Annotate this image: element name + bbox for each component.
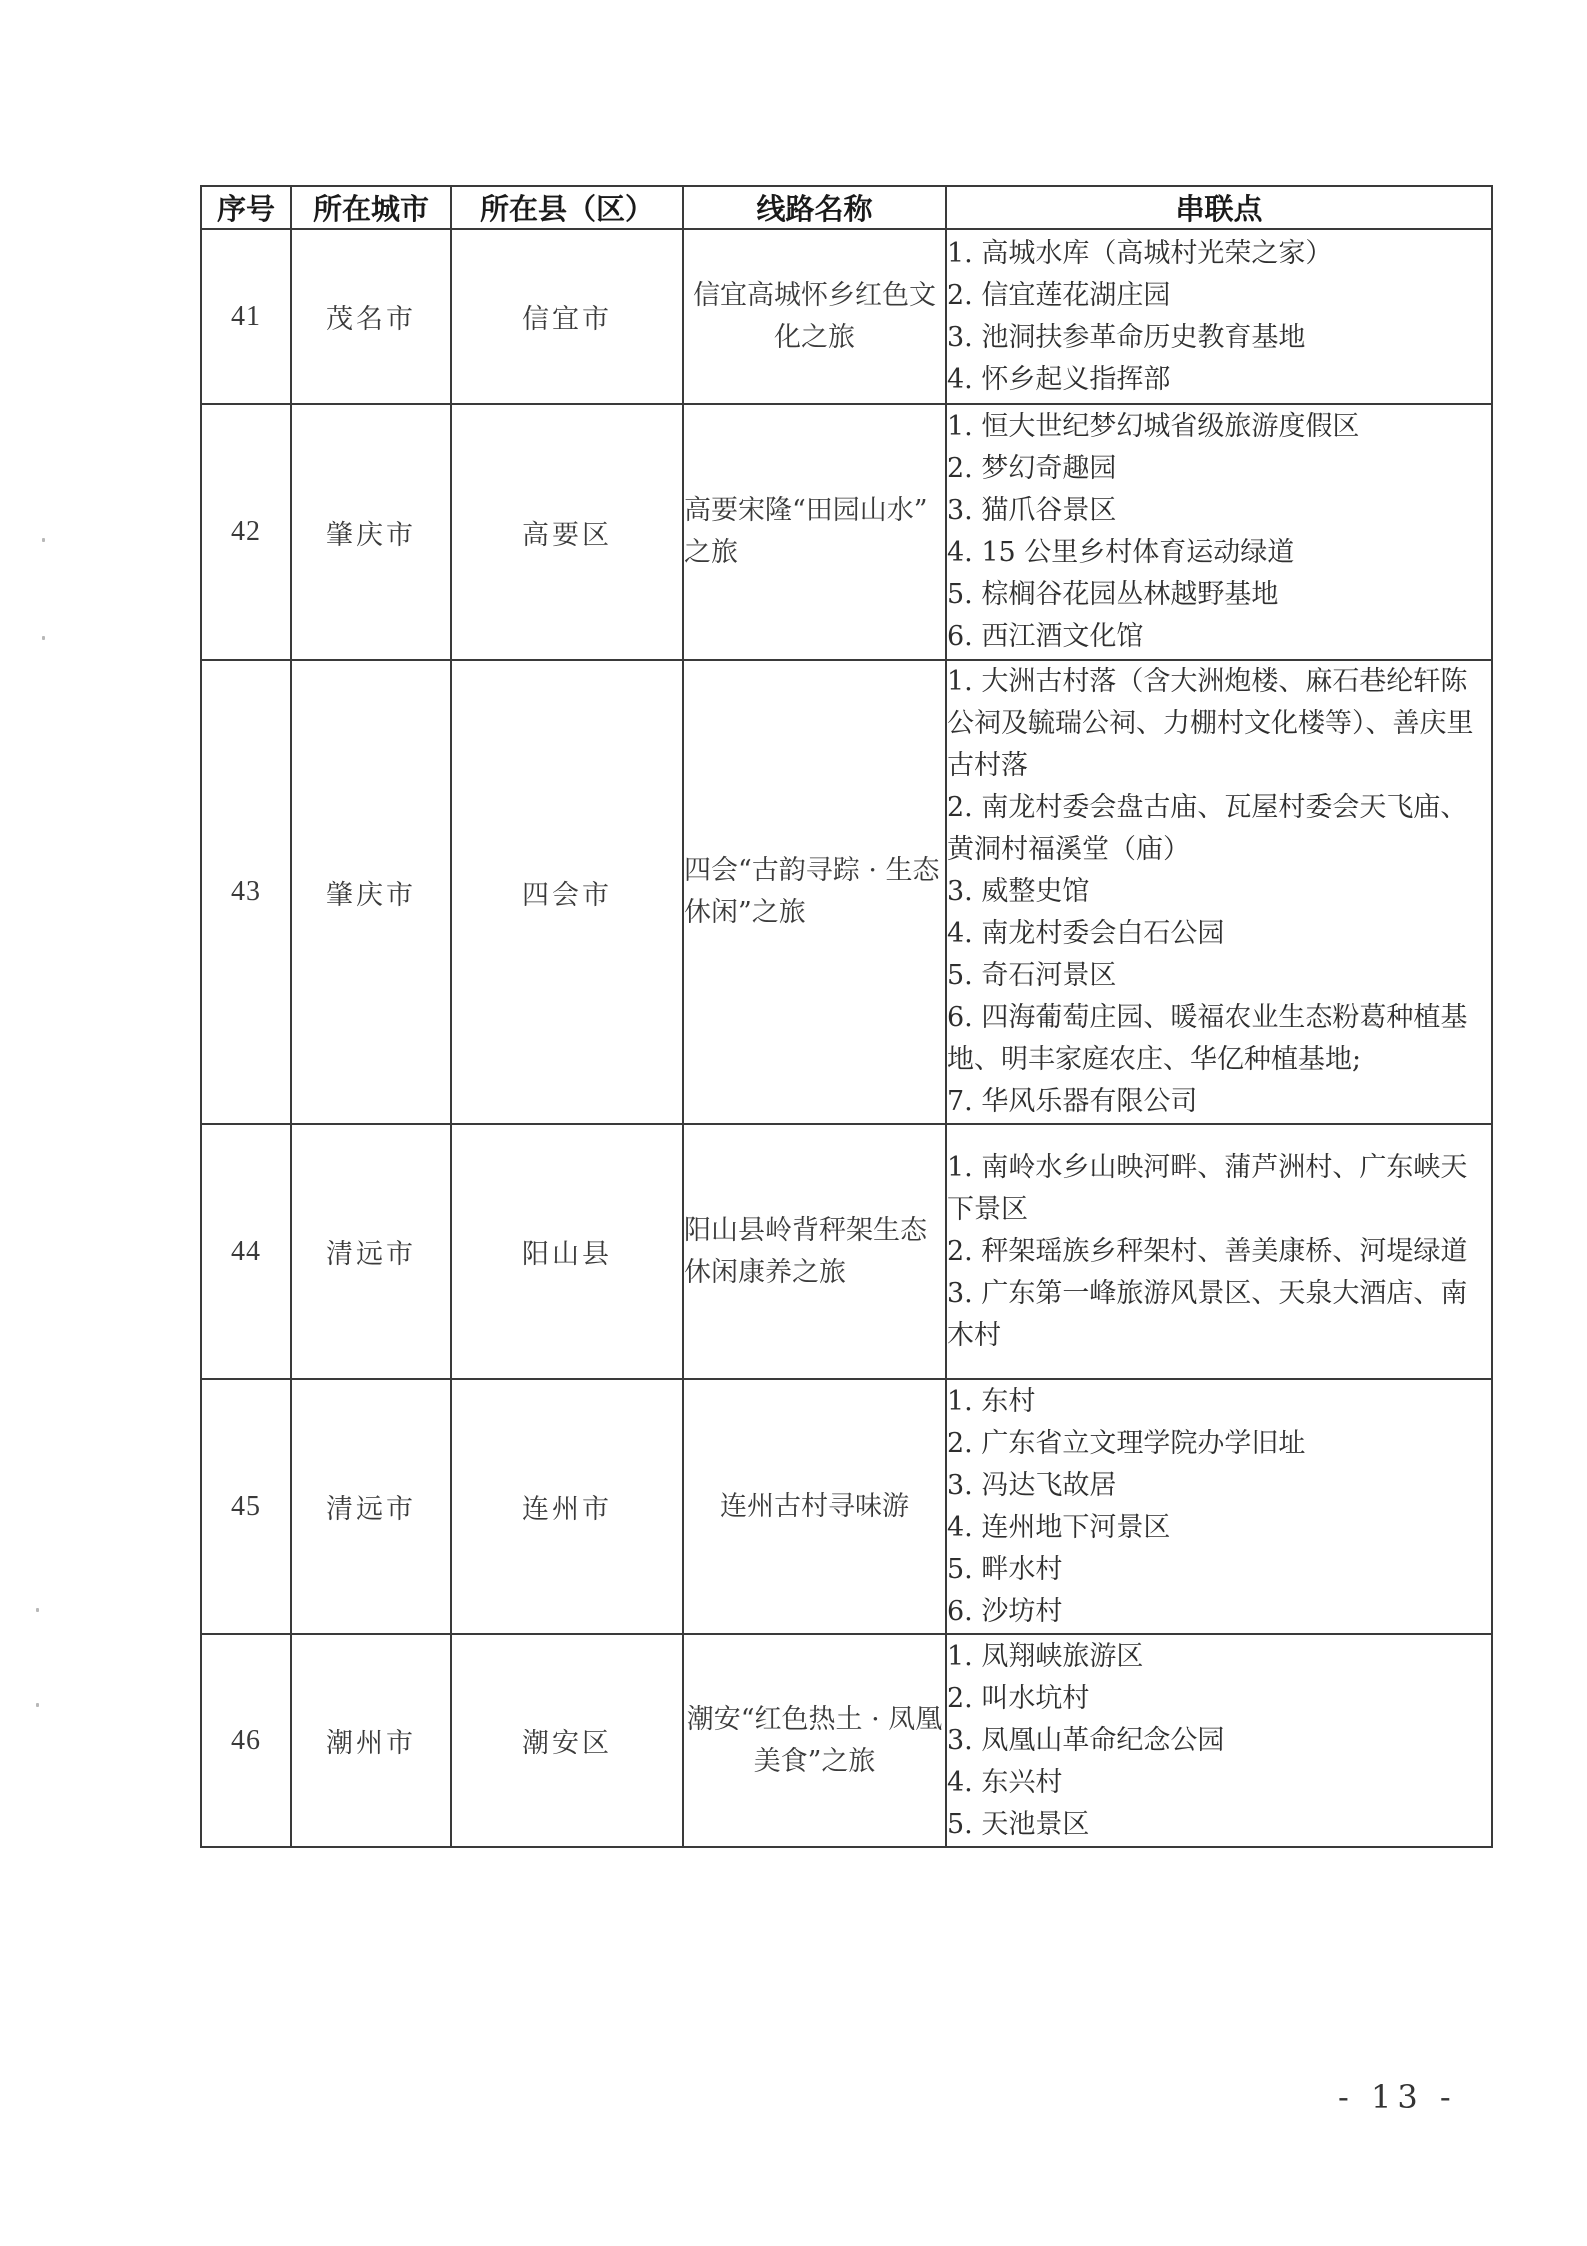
waypoint: 2. 广东省立文理学院办学旧址 — [947, 1427, 1306, 1459]
waypoint: 3. 威整史馆 — [947, 876, 1090, 907]
county: 信宜市 — [451, 229, 683, 404]
waypoint: 3. 凤凰山革命纪念公园 — [947, 1724, 1225, 1756]
table-row — [201, 229, 1492, 404]
city: 茂名市 — [291, 229, 451, 404]
waypoint: 6. 西江酒文化馆 — [947, 621, 1144, 652]
table-header-row — [201, 186, 1492, 229]
routes-table — [200, 185, 1493, 1848]
table-row — [201, 404, 1492, 660]
route-name: 四会“古韵寻踪 · 生态休闲”之旅 — [683, 660, 946, 1124]
waypoints — [946, 229, 1492, 404]
waypoint: 1. 高城水库（高城村光荣之家） — [947, 237, 1333, 269]
waypoints — [946, 404, 1492, 660]
waypoint: 5. 棕榈谷花园丛林越野基地 — [947, 579, 1279, 610]
waypoint: 5. 奇石河景区 — [947, 960, 1117, 991]
waypoint: 3. 广东第一峰旅游风景区、天泉大酒店、南木村 — [947, 1277, 1468, 1351]
serial-no: 46 — [201, 1634, 291, 1847]
route-name: 连州古村寻味游 — [683, 1379, 946, 1634]
city: 肇庆市 — [291, 404, 451, 660]
waypoint: 3. 冯达飞故居 — [947, 1469, 1117, 1501]
serial-no: 43 — [201, 660, 291, 1124]
waypoint: 3. 池洞扶参革命历史教育基地 — [947, 321, 1306, 353]
serial-no: 45 — [201, 1379, 291, 1634]
page-number: - 13 - — [1338, 2078, 1457, 2116]
serial-no: 44 — [201, 1124, 291, 1379]
waypoint: 2. 南龙村委会盘古庙、瓦屋村委会天飞庙、黄洞村福溪堂（庙） — [947, 792, 1468, 865]
header-serial-no: 序号 — [201, 186, 291, 229]
waypoint: 4. 东兴村 — [947, 1766, 1063, 1798]
scan-speck — [36, 1703, 39, 1707]
waypoints — [946, 660, 1492, 1124]
waypoint: 6. 沙坊村 — [947, 1595, 1063, 1627]
waypoint: 6. 四海葡萄庄园、暖福农业生态粉葛种植基地、明丰家庭农庄、华亿种植基地; — [947, 1002, 1468, 1075]
header-route-name: 线路名称 — [683, 186, 946, 229]
city: 清远市 — [291, 1124, 451, 1379]
route-name: 信宜高城怀乡红色文化之旅 — [683, 229, 946, 404]
serial-no: 41 — [201, 229, 291, 404]
city: 清远市 — [291, 1379, 451, 1634]
county: 四会市 — [451, 660, 683, 1124]
waypoint: 1. 东村 — [947, 1385, 1036, 1417]
route-name: 阳山县岭背秤架生态休闲康养之旅 — [683, 1124, 946, 1379]
county: 连州市 — [451, 1379, 683, 1634]
header-waypoints: 串联点 — [946, 186, 1492, 229]
waypoint: 2. 叫水坑村 — [947, 1682, 1090, 1714]
waypoints — [946, 1379, 1492, 1634]
waypoint: 5. 天池景区 — [947, 1808, 1090, 1840]
waypoint: 5. 畔水村 — [947, 1553, 1063, 1585]
waypoint: 2. 秤架瑶族乡秤架村、善美康桥、河堤绿道 — [947, 1235, 1468, 1267]
table-row — [201, 660, 1492, 1124]
table-row — [201, 1124, 1492, 1379]
header-county: 所在县（区） — [451, 186, 683, 229]
waypoint: 3. 猫爪谷景区 — [947, 495, 1117, 526]
waypoint: 4. 南龙村委会白石公园 — [947, 918, 1225, 949]
table-row — [201, 1379, 1492, 1634]
scan-speck — [36, 1608, 39, 1612]
serial-no: 42 — [201, 404, 291, 660]
county: 潮安区 — [451, 1634, 683, 1847]
waypoint: 1. 凤翔峡旅游区 — [947, 1640, 1144, 1672]
route-name: 潮安“红色热土 · 凤凰美食”之旅 — [683, 1634, 946, 1847]
waypoint: 2. 梦幻奇趣园 — [947, 453, 1117, 484]
waypoint: 4. 连州地下河景区 — [947, 1511, 1171, 1543]
route-name: 高要宋隆“田园山水” 之旅 — [683, 404, 946, 660]
waypoints — [946, 1634, 1492, 1847]
county: 阳山县 — [451, 1124, 683, 1379]
waypoint: 2. 信宜莲花湖庄园 — [947, 279, 1171, 311]
waypoint: 1. 南岭水乡山映河畔、蒲芦洲村、广东峡天下景区 — [947, 1151, 1468, 1225]
header-city: 所在城市 — [291, 186, 451, 229]
county: 高要区 — [451, 404, 683, 660]
table-row — [201, 1634, 1492, 1847]
waypoint: 7. 华风乐器有限公司 — [947, 1086, 1198, 1117]
scan-speck — [42, 636, 45, 640]
city: 肇庆市 — [291, 660, 451, 1124]
waypoints — [946, 1124, 1492, 1379]
waypoint: 1. 恒大世纪梦幻城省级旅游度假区 — [947, 411, 1360, 442]
scan-speck — [42, 538, 45, 542]
city: 潮州市 — [291, 1634, 451, 1847]
waypoint: 4. 怀乡起义指挥部 — [947, 363, 1171, 395]
waypoint: 1. 大洲古村落（含大洲炮楼、麻石巷纶轩陈公祠及毓瑞公祠、力棚村文化楼等）、善庆里古村落 — [947, 666, 1474, 781]
waypoint: 4. 15 公里乡村体育运动绿道 — [947, 537, 1295, 568]
